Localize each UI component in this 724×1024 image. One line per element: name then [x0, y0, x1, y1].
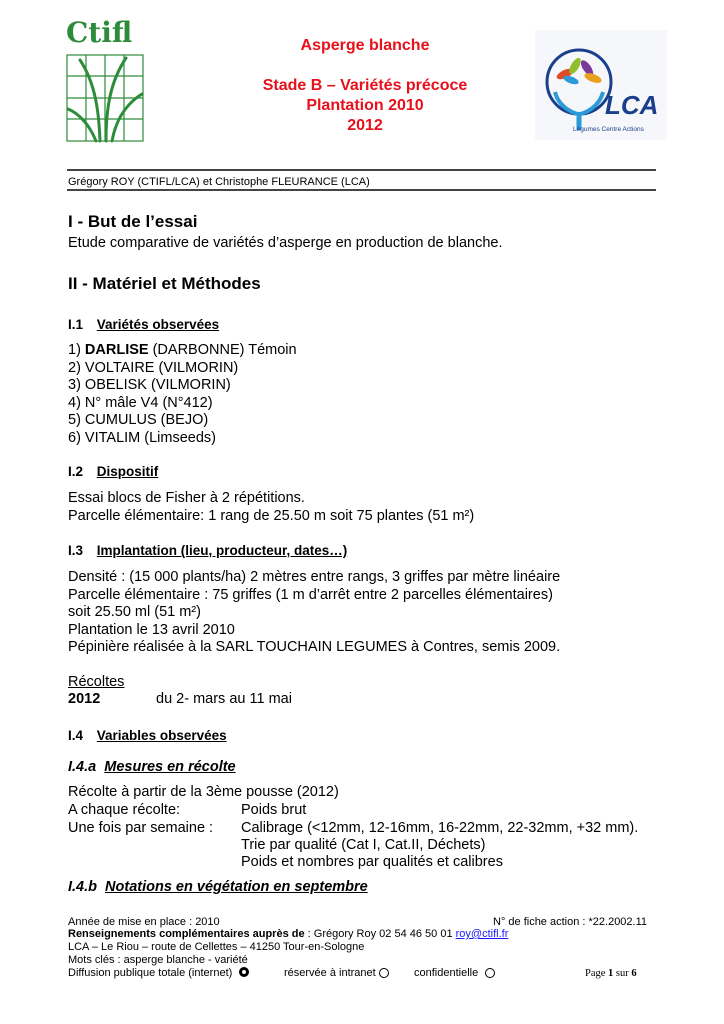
i4a-label-3: Une fois par semaine : — [68, 820, 214, 836]
section-1-text: Etude comparative de variétés d’asperge en production de blanche. — [68, 235, 503, 251]
footer-contact: Renseignements complémentaires auprès de : Grégory Roy 02 54 46 50 01 roy@ctifl.fr — [68, 928, 509, 940]
subsection-i3-text: Densité : (15 000 plants/ha) 2 mètres entre rangs, 3 griffes par mètre linéaire Parcelle élémentaire : 75 griffes (1 m d’arrêt entre 2 parcelles élémentaires) soit 25.50 ml (51 m²) Plantation le 13 avril 2010 Pépinière réalisée à la SARL TOUCHAIN LEGUMES à Contres, semis 2009. — [68, 569, 561, 655]
subsection-i4b-number: I.4.b — [68, 879, 98, 895]
subsection-i4a-heading — [68, 759, 236, 775]
ctifl-logo-graphic — [66, 54, 148, 144]
list-item: 5) CUMULUS (BEJO) — [68, 412, 209, 428]
diffusion-confidential-label: confidentielle — [414, 967, 479, 979]
recoltes-year: 2012 — [68, 691, 101, 707]
ctifl-logo-text: Ctifl — [66, 16, 133, 49]
list-item: 1) DARLISE (DARBONNE) Témoin — [68, 342, 297, 358]
subsection-i4a-number: I.4.a — [68, 759, 97, 775]
footer-year: Année de mise en place : 2010 — [68, 916, 220, 928]
page-number: Page 1 sur 6 — [585, 968, 637, 979]
lca-logo-text: LCA — [605, 90, 659, 120]
recoltes-dates: du 2- mars au 11 mai — [156, 691, 292, 707]
lca-logo-caption: Légumes Centre Actions — [573, 126, 644, 133]
list-item: 2) VOLTAIRE (VILMORIN) — [68, 359, 239, 376]
diffusion-confidential-radio[interactable] — [485, 968, 495, 978]
divider-top-1 — [67, 169, 656, 171]
subsection-i4-number: I.4 — [68, 728, 84, 743]
i4a-value-4: Trie par qualité (Cat I, Cat.II, Déchets) — [241, 837, 486, 853]
page-title — [200, 37, 530, 137]
divider-top-2 — [67, 189, 656, 191]
i4a-value-5: Poids et nombres par qualités et calibres — [241, 854, 503, 870]
recoltes-label: Récoltes — [68, 674, 125, 690]
diffusion-public-radio[interactable] — [239, 967, 249, 977]
diffusion-public-label: Diffusion publique totale (internet) — [68, 967, 233, 979]
subsection-i4-title: Variables observées — [96, 728, 227, 743]
title-line-2: Stade B – Variétés précoce — [262, 77, 468, 94]
i4a-line-1: Récolte à partir de la 3ème pousse (2012) — [68, 784, 339, 800]
footer-fiche: N° de fiche action : *22.2002.11 — [493, 916, 648, 928]
list-item: 6) VITALIM (Limseeds) — [68, 429, 216, 446]
title-line-4: 2012 — [347, 117, 383, 134]
i4a-label-2: A chaque récolte: — [68, 802, 181, 818]
subsection-i4a-title: Mesures en récolte — [104, 759, 236, 775]
subsection-i3-number: I.3 — [68, 543, 84, 558]
lca-logo — [535, 30, 667, 140]
footer-keywords: Mots clés : asperge blanche - variété — [68, 954, 248, 966]
subsection-i2-title: Dispositif — [96, 464, 159, 479]
variety-list — [68, 342, 297, 447]
list-item: 4) N° mâle V4 (N°412) — [68, 394, 213, 411]
subsection-i3-heading — [68, 543, 347, 558]
title-line-3: Plantation 2010 — [306, 97, 424, 114]
subsection-i2-text: Essai blocs de Fisher à 2 répétitions. Parcelle élémentaire: 1 rang de 25.50 m soit 75 plantes (51 m²) — [68, 490, 475, 524]
lca-logo-graphic — [535, 30, 667, 140]
title-line-1: Asperge blanche — [300, 37, 430, 54]
footer-diffusion — [68, 967, 668, 979]
authors-line: Grégory ROY (CTIFL/LCA) et Christophe FLEURANCE (LCA) — [68, 176, 370, 188]
subsection-i4b-heading — [68, 879, 368, 895]
diffusion-intranet-radio[interactable] — [379, 968, 389, 978]
subsection-i4b-title: Notations en végétation en septembre — [105, 879, 368, 895]
section-1-title: I - But de l’essai — [68, 212, 198, 231]
i4a-value-3: Calibrage (<12mm, 12-16mm, 16-22mm, 22-32mm, +32 mm). — [241, 820, 639, 836]
diffusion-intranet-label: réservée à intranet — [284, 967, 376, 979]
subsection-i2-number: I.2 — [68, 464, 84, 479]
ctifl-logo — [66, 16, 148, 144]
subsection-i4-heading — [68, 728, 227, 743]
footer-address: LCA – Le Riou – route de Cellettes – 41250 Tour-en-Sologne — [68, 941, 365, 953]
subsection-i1-heading — [68, 317, 219, 332]
email-link[interactable]: roy@ctifl.fr — [455, 928, 509, 940]
subsection-i1-title: Variétés observées — [96, 317, 220, 332]
subsection-i1-number: I.1 — [68, 317, 84, 332]
list-item: 3) OBELISK (VILMORIN) — [68, 377, 231, 393]
section-2-title: II - Matériel et Méthodes — [68, 274, 261, 293]
subsection-i3-title: Implantation (lieu, producteur, dates…) — [96, 543, 348, 558]
subsection-i2-heading — [68, 464, 158, 479]
i4a-value-2: Poids brut — [241, 802, 307, 818]
